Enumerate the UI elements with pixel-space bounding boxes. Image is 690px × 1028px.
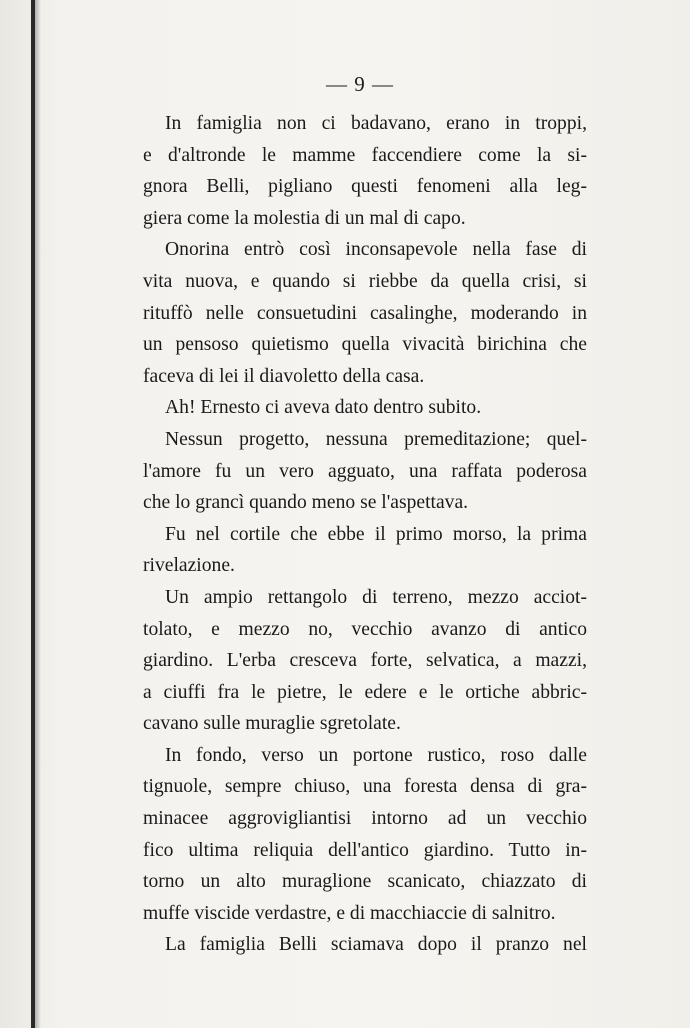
text-line: Onorina entrò così inconsapevole nella fase di <box>165 239 587 261</box>
text-line: Ah! Ernesto ci aveva dato dentro subito. <box>165 397 482 419</box>
text-line: gnora Belli, pigliano questi fenomeni alla leg- <box>143 176 587 198</box>
text-line: In fondo, verso un portone rustico, roso dalle <box>165 744 587 766</box>
text-line: a ciuffi fra le pietre, le edere e le ortiche abbric- <box>143 681 587 703</box>
text-line: vita nuova, e quando si riebbe da quella crisi, si <box>143 270 587 292</box>
text-line: tolato, e mezzo no, vecchio avanzo di antico <box>143 618 587 640</box>
text-line: che lo grancì quando meno se l'aspettava. <box>143 492 469 514</box>
text-line: muffe viscide verdastre, e di macchiaccie di salnitro. <box>143 902 556 924</box>
text-line: cavano sulle muraglie sgretolate. <box>143 713 401 735</box>
spine-shadow <box>35 0 41 1028</box>
text-line: In famiglia non ci badavano, erano in troppi, <box>165 113 587 134</box>
text-line: rituffò nelle consuetudini casalinghe, moderando in <box>143 302 587 324</box>
text-line: un pensoso quietismo quella vivacità birichina che <box>143 334 587 356</box>
paragraph <box>143 582 587 740</box>
paragraph <box>143 740 587 930</box>
paragraph <box>143 392 587 424</box>
page-number: — 9 — <box>326 72 394 96</box>
text-line: l'amore fu un vero agguato, una raffata poderosa <box>143 460 587 482</box>
body-text <box>143 108 587 961</box>
text-line: minacee aggrovigliantisi intorno ad un vecchio <box>143 808 587 830</box>
paragraph <box>143 424 587 519</box>
text-line: Fu nel cortile che ebbe il primo morso, la prima <box>165 523 587 545</box>
paragraph <box>143 519 587 582</box>
paragraph <box>143 234 587 392</box>
paragraph <box>143 929 587 961</box>
text-line: Nessun progetto, nessuna premeditazione; quel- <box>165 428 587 450</box>
text-line: faceva di lei il diavoletto della casa. <box>143 365 425 387</box>
text-line: rivelazione. <box>143 555 235 577</box>
text-line: fico ultima reliquia dell'antico giardino. Tutto in- <box>143 839 587 861</box>
text-line: giardino. L'erba cresceva forte, selvatica, a mazzi, <box>143 650 587 672</box>
text-line: torno un alto muraglione scanicato, chiazzato di <box>143 871 587 893</box>
text-line: La famiglia Belli sciamava dopo il pranzo nel <box>165 934 587 956</box>
paragraph <box>143 108 587 234</box>
text-line: Un ampio rettangolo di terreno, mezzo acciot- <box>165 586 587 608</box>
text-line: giera come la molestia di un mal di capo. <box>143 207 466 229</box>
text-line: e d'altronde le mamme faccendiere come la si- <box>143 144 587 166</box>
text-line: tignuole, sempre chiuso, una foresta densa di gra- <box>143 776 587 798</box>
